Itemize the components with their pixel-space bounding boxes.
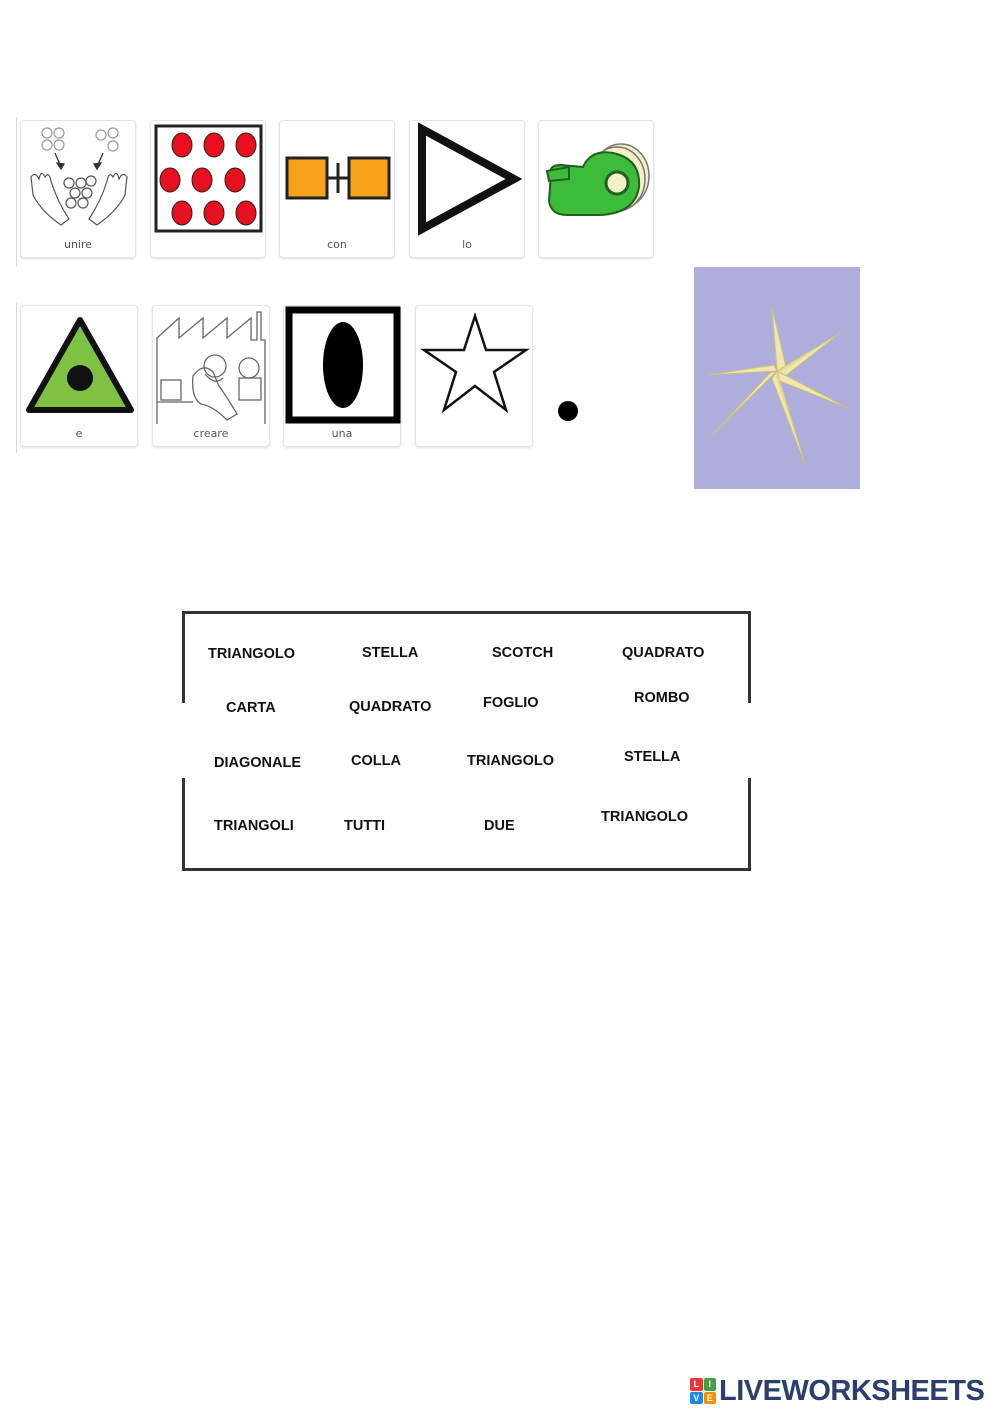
paper-star-photo [694,267,860,489]
word-bank-border [182,868,751,871]
word-tile[interactable]: STELLA [362,645,419,661]
word-tile[interactable]: QUADRATO [349,699,432,715]
symbol-label: con [327,238,347,251]
logo-letter: E [704,1392,717,1405]
row2-guide-line [16,303,17,453]
row1-guide-line [16,117,17,267]
symbol-label: unire [63,238,93,251]
word-tile[interactable]: TRIANGOLO [601,809,688,825]
period-dot [558,401,578,421]
logo-letter: V [690,1392,703,1405]
logo-letter: L [690,1378,703,1391]
liveworksheets-brand[interactable] [690,1376,984,1406]
word-tile[interactable]: FOGLIO [483,695,539,711]
word-tile[interactable]: SCOTCH [492,645,554,661]
symbol-card-con [279,120,395,258]
symbol-card-lo [409,120,525,258]
word-tile[interactable]: DIAGONALE [214,755,301,771]
word-tile[interactable]: TRIANGOLO [467,753,554,769]
symbol-label: creare [193,427,229,440]
word-bank-border [182,611,185,703]
word-bank-border [182,611,751,614]
symbol-card-creare [152,305,270,447]
logo-letter: I [704,1378,717,1391]
symbol-label: una [331,427,353,440]
word-tile[interactable]: CARTA [226,700,276,716]
word-tile[interactable]: STELLA [624,749,681,765]
red-dots-icon [151,121,267,259]
word-tile[interactable]: DUE [484,818,515,834]
paper-star-image [694,267,860,489]
symbol-card-una [283,305,401,447]
word-tile[interactable]: COLLA [351,753,401,769]
symbol-label: e [75,427,83,440]
symbol-card-e [20,305,138,447]
word-bank-border [748,778,751,871]
star-icon [416,306,534,448]
tape-dispenser-icon [539,121,655,259]
symbol-card-unire [20,120,136,258]
word-tile[interactable]: TRIANGOLO [208,646,295,662]
word-bank [182,611,751,871]
word-bank-border [748,611,751,703]
liveworksheets-logo-icon [690,1378,716,1404]
word-tile[interactable]: ROMBO [634,690,690,706]
symbol-card-dots [150,120,266,258]
word-tile[interactable]: TUTTI [344,818,386,834]
symbol-label: lo [462,238,472,251]
word-bank-border [182,778,185,871]
symbol-card-tape [538,120,654,258]
brand-name: LIVEWORKSHEETS [719,1375,985,1407]
symbol-card-star [415,305,533,447]
word-tile[interactable]: TRIANGOLI [214,818,294,834]
word-tile[interactable]: QUADRATO [622,645,705,661]
